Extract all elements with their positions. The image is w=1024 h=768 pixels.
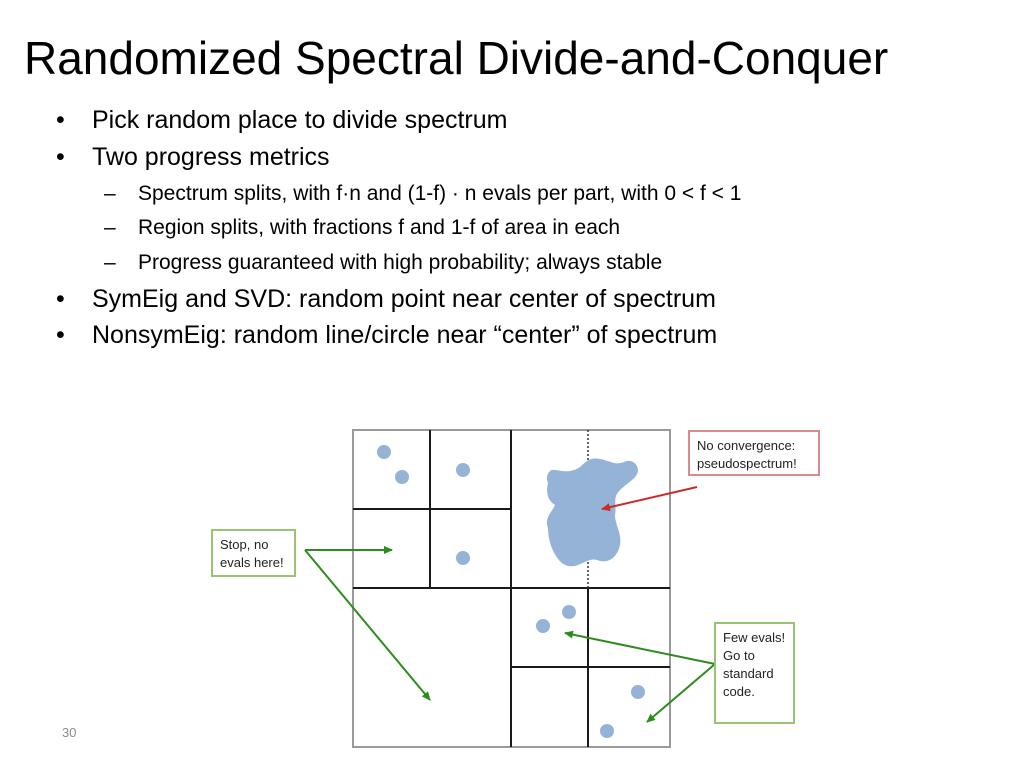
callout-text: Stop, no bbox=[220, 537, 269, 552]
bullet-text: Two progress metrics bbox=[92, 143, 330, 171]
sub-bullet-text: Spectrum splits, with f·n and (1-f) · n evals per part, with 0 < f < 1 bbox=[138, 182, 742, 205]
callout-no-convergence bbox=[688, 430, 820, 476]
callout-text: pseudospectrum! bbox=[697, 456, 797, 471]
sub-bullet-text: Progress guaranteed with high probability; always stable bbox=[138, 251, 663, 274]
bullet-text: Pick random place to divide spectrum bbox=[92, 106, 508, 134]
sub-bullet-text: Region splits, with fractions f and 1-f of area in each bbox=[138, 216, 621, 239]
callout-text: No convergence: bbox=[697, 438, 796, 453]
bullet-text: NonsymEig: random line/circle near “center” of spectrum bbox=[92, 321, 718, 349]
eigenvalue-dot bbox=[600, 724, 614, 738]
sub-bullet-marker: – bbox=[104, 182, 116, 205]
callout-few-evals bbox=[714, 622, 795, 724]
callout-text: Few evals! bbox=[723, 630, 786, 645]
eigenvalue-dot bbox=[456, 463, 470, 477]
arrow bbox=[305, 550, 430, 700]
eigenvalue-dot bbox=[377, 445, 391, 459]
callout-text: standard bbox=[723, 666, 774, 681]
eigenvalue-dot bbox=[536, 619, 550, 633]
eigenvalue-dot bbox=[395, 470, 409, 484]
sub-bullet-marker: – bbox=[104, 216, 116, 239]
slide-title: Randomized Spectral Divide-and-Conquer bbox=[24, 32, 889, 84]
sub-bullet-marker: – bbox=[104, 251, 116, 274]
callout-text: Go to bbox=[723, 648, 755, 663]
callout-stop bbox=[211, 529, 296, 577]
callout-text: evals here! bbox=[220, 555, 284, 570]
callout-text: code. bbox=[723, 684, 755, 699]
eigenvalue-dot bbox=[456, 551, 470, 565]
eigenvalue-dot bbox=[562, 605, 576, 619]
bullet-text: SymEig and SVD: random point near center of spectrum bbox=[92, 285, 716, 313]
arrow bbox=[647, 664, 715, 722]
pseudospectrum-blob bbox=[547, 458, 638, 566]
bullet-marker: • bbox=[56, 285, 65, 313]
eigenvalue-dot bbox=[631, 685, 645, 699]
bullet-marker: • bbox=[56, 321, 65, 349]
bullet-marker: • bbox=[56, 143, 65, 171]
bullet-marker: • bbox=[56, 106, 65, 134]
slide-number: 30 bbox=[62, 725, 77, 740]
